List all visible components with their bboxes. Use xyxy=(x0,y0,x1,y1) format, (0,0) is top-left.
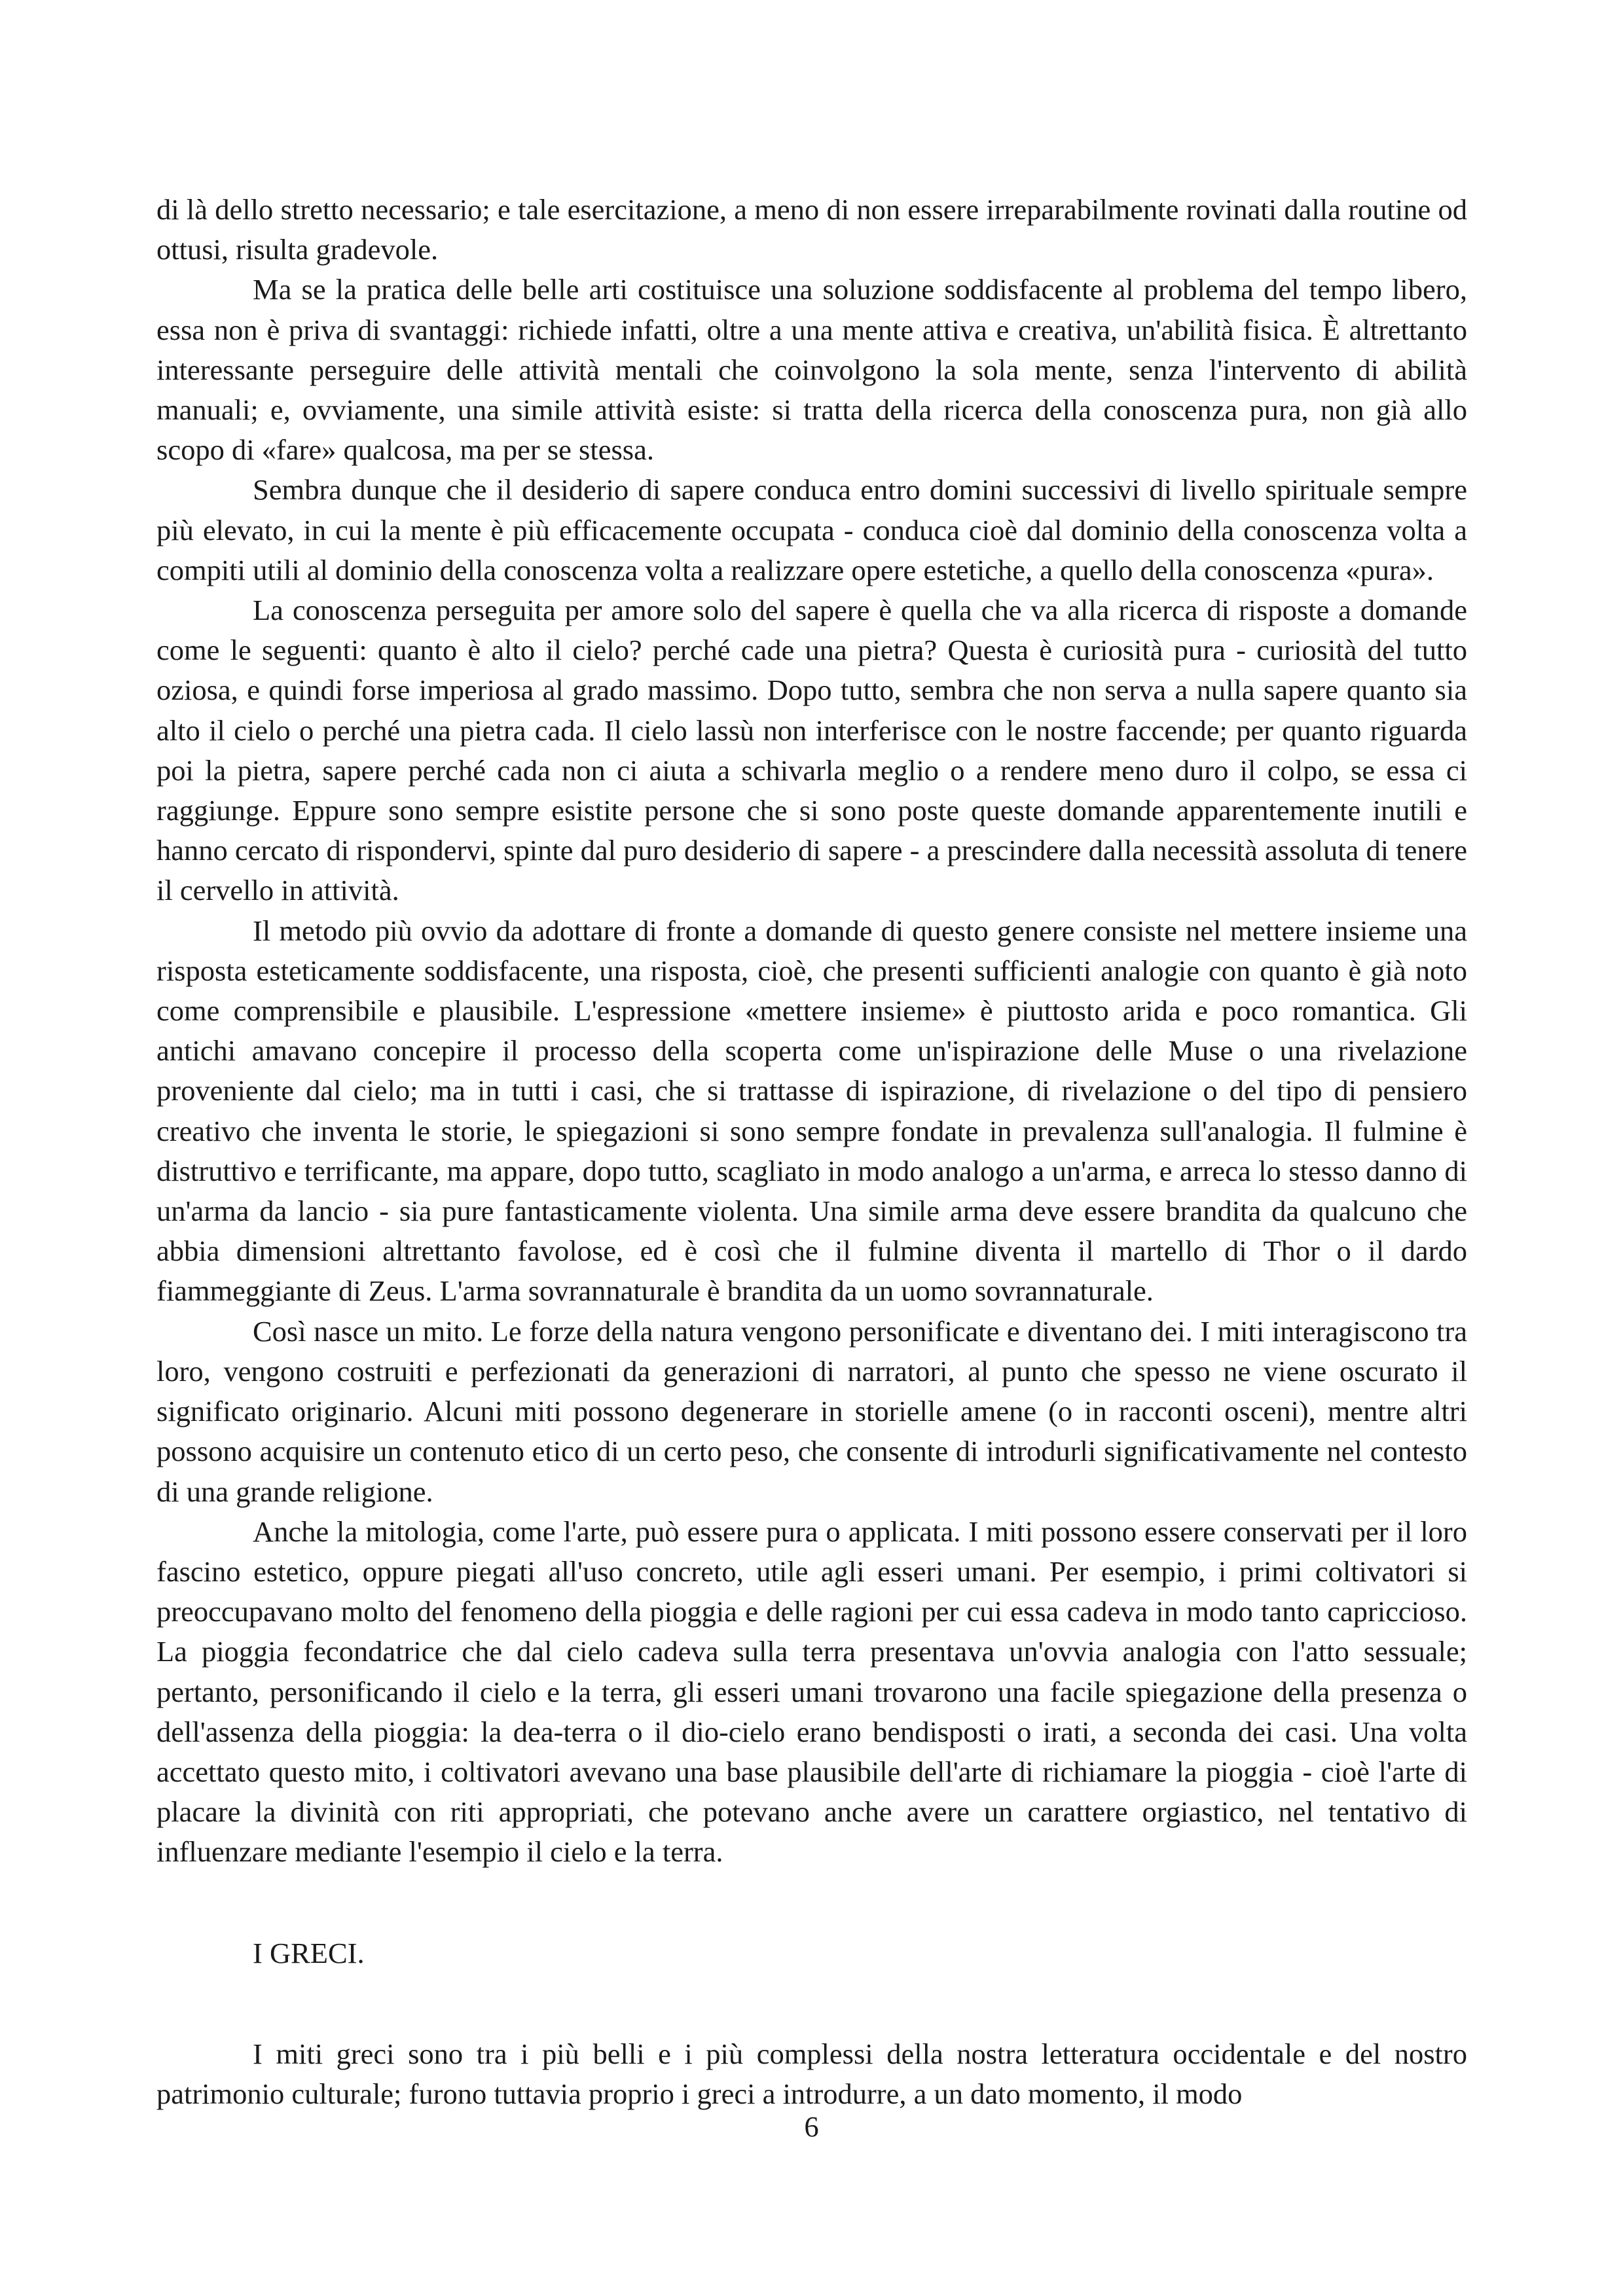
paragraph-1: di là dello stretto necessario; e tale esercitazione, a meno di non essere irreparabilmente rovinati dalla routine od ottusi, risulta gradevole. xyxy=(156,193,1467,266)
paragraph-2: Ma se la pratica delle belle arti costituisce una soluzione soddisfacente al problema del tempo libero, essa non è priva di svantaggi: richiede infatti, oltre a una mente attiva e creativa, un'abilità fisica. È altrettanto interessante perseguire delle attività mentali che coinvolgono la sola mente, senza l'intervento di abilità manuali; e, ovviamente, una simile attività esiste: si tratta della ricerca della conoscenza pura, non già allo scopo di «fare» qualcosa, ma per se stessa. xyxy=(156,273,1467,467)
paragraph-8: I miti greci sono tra i più belli e i più complessi della nostra letteratura occidentale e del nostro patrimonio culturale; furono tuttavia proprio i greci a introdurre, a un dato momento, il modo xyxy=(156,2037,1467,2110)
paragraph-7: Anche la mitologia, come l'arte, può essere pura o applicata. I miti possono essere conservati per il loro fascino estetico, oppure piegati all'uso concreto, utile agli esseri umani. Per esempio, i primi coltivatori si preoccupavano molto del fenomeno della pioggia e delle ragioni per cui essa cadeva in modo tanto capriccioso. La pioggia fecondatrice che dal cielo cadeva sulla terra presentava un'ovvia analogia con l'atto sessuale; pertanto, personificando il cielo e la terra, gli esseri umani trovarono una facile spiegazione della presenza o dell'assenza della pioggia: la dea-terra o il dio-cielo erano bendisposti o irati, a seconda dei casi. Una volta accettato questo mito, i coltivatori avevano una base plausibile dell'arte di richiamare la pioggia - cioè l'arte di placare la divinità con riti appropriati, che potevano anche avere un carattere orgiastico, nel tentativo di influenzare mediante l'esempio il cielo e la terra. xyxy=(156,1515,1467,1869)
paragraph-4: La conoscenza perseguita per amore solo del sapere è quella che va alla ricerca di risposte a domande come le seguenti: quanto è alto il cielo? perché cade una pietra? Questa è curiosità pura - curiosità del tutto oziosa, e quindi forse imperiosa al grado massimo. Dopo tutto, sembra che non serva a nulla sapere quanto sia alto il cielo o perché una pietra cada. Il cielo lassù non interferisce con le nostre faccende; per quanto riguarda poi la pietra, sapere perché cada non ci aiuta a schivarla meglio o a rendere meno duro il colpo, se essa ci raggiunge. Eppure sono sempre esistite persone che si sono poste queste domande apparentemente inutili e hanno cercato di rispondervi, spinte dal puro desiderio di sapere - a prescindere dalla necessità assoluta di tenere il cervello in attività. xyxy=(156,594,1467,907)
paragraph-5: Il metodo più ovvio da adottare di fronte a domande di questo genere consiste nel mettere insieme una risposta esteticamente soddisfacente, una risposta, cioè, che presenti sufficienti analogie con quanto è già noto come comprensibile e plausibile. L'espressione «mettere insieme» è piuttosto arida e poco romantica. Gli antichi amavano concepire il processo della scoperta come un'ispirazione delle Muse o una rivelazione proveniente dal cielo; ma in tutti i casi, che si trattasse di ispirazione, di rivelazione o del tipo di pensiero creativo che inventa le storie, le spiegazioni si sono sempre fondate in prevalenza sull'analogia. Il fulmine è distruttivo e terrificante, ma appare, dopo tutto, scagliato in modo analogo a un'arma, e arreca lo stesso danno di un'arma da lancio - sia pure fantasticamente violenta. Una simile arma deve essere brandita da qualcuno che abbia dimensioni altrettanto favolose, ed è così che il fulmine diventa il martello di Thor o il dardo fiammeggiante di Zeus. L'arma sovrannaturale è brandita da un uomo sovrannaturale. xyxy=(156,914,1467,1308)
section-heading: I GRECI. xyxy=(253,1936,365,1969)
page-body xyxy=(156,190,1467,2114)
paragraph-6: Così nasce un mito. Le forze della natura vengono personificate e diventano dei. I miti interagiscono tra loro, vengono costruiti e perfezionati da generazioni di narratori, al punto che spesso ne viene oscurato il significato originario. Alcuni miti possono degenerare in storielle amene (o in racconti osceni), mentre altri possono acquisire un contenuto etico di un certo peso, che consente di introdurli significativamente nel contesto di una grande religione. xyxy=(156,1314,1467,1508)
paragraph-3: Sembra dunque che il desiderio di sapere conduca entro domini successivi di livello spirituale sempre più elevato, in cui la mente è più efficacemente occupata - conduca cioè dal dominio della conoscenza volta a compiti utili al dominio della conoscenza volta a realizzare opere estetiche, a quello della conoscenza «pura». xyxy=(156,473,1467,586)
page-number: 6 xyxy=(804,2110,819,2143)
